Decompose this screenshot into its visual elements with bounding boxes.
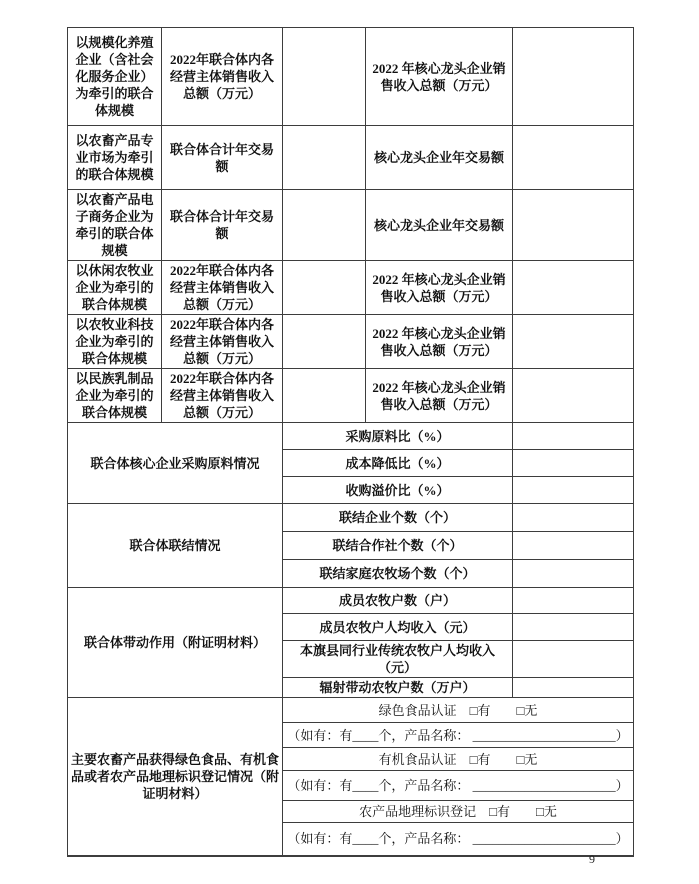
table-row bbox=[68, 126, 634, 190]
metric-label: 核心龙头企业年交易额 bbox=[366, 126, 513, 190]
table-row bbox=[68, 190, 634, 261]
value-cell[interactable] bbox=[283, 315, 366, 369]
metric-label: 2022 年核心龙头企业销售收入总额（万元） bbox=[366, 369, 513, 423]
page-number: 9 bbox=[589, 852, 595, 866]
metric-label: 收购溢价比（%） bbox=[283, 477, 513, 504]
value-cell[interactable] bbox=[513, 504, 634, 532]
green-food-cert-detail-blank[interactable]: （如有：有____个，产品名称： ______________________） bbox=[283, 723, 634, 748]
metric-label: 成员农牧户数（户） bbox=[283, 588, 513, 614]
metric-label: 2022 年核心龙头企业销售收入总额（万元） bbox=[366, 315, 513, 369]
value-cell[interactable] bbox=[283, 261, 366, 315]
category-label: 以民族乳制品企业为牵引的联合体规模 bbox=[68, 369, 162, 423]
metric-label: 本旗县同行业传统农牧户人均收入（元） bbox=[283, 641, 513, 678]
value-cell[interactable] bbox=[513, 614, 634, 641]
value-cell[interactable] bbox=[283, 190, 366, 261]
value-cell[interactable] bbox=[513, 315, 634, 369]
value-cell[interactable] bbox=[513, 532, 634, 560]
category-label: 以农牧业科技企业为牵引的联合体规模 bbox=[68, 315, 162, 369]
value-cell[interactable] bbox=[513, 261, 634, 315]
table-row bbox=[68, 698, 634, 723]
table-row bbox=[68, 504, 634, 532]
value-cell[interactable] bbox=[513, 641, 634, 678]
table-row bbox=[68, 28, 634, 126]
value-cell[interactable] bbox=[513, 369, 634, 423]
consortium-form-table bbox=[67, 27, 634, 857]
value-cell[interactable] bbox=[513, 28, 634, 126]
green-food-cert-checkbox-row[interactable]: 绿色食品认证 □有 □无 bbox=[283, 698, 634, 723]
metric-label: 2022年联合体内各经营主体销售收入总额（万元） bbox=[162, 315, 283, 369]
metric-label: 2022 年核心龙头企业销售收入总额（万元） bbox=[366, 261, 513, 315]
value-cell[interactable] bbox=[513, 560, 634, 588]
value-cell[interactable] bbox=[513, 477, 634, 504]
value-cell[interactable] bbox=[283, 126, 366, 190]
table-row bbox=[68, 588, 634, 614]
organic-food-cert-checkbox-row[interactable]: 有机食品认证 □有 □无 bbox=[283, 748, 634, 771]
metric-label: 采购原料比（%） bbox=[283, 423, 513, 450]
organic-food-cert-detail-blank[interactable]: （如有：有____个，产品名称： ______________________） bbox=[283, 771, 634, 801]
metric-label: 核心龙头企业年交易额 bbox=[366, 190, 513, 261]
table-row bbox=[68, 369, 634, 423]
metric-label: 成本降低比（%） bbox=[283, 450, 513, 477]
metric-label: 联结企业个数（个） bbox=[283, 504, 513, 532]
value-cell[interactable] bbox=[513, 678, 634, 698]
value-cell[interactable] bbox=[283, 369, 366, 423]
metric-label: 2022年联合体内各经营主体销售收入总额（万元） bbox=[162, 369, 283, 423]
table-row bbox=[68, 423, 634, 450]
metric-label: 辐射带动农牧户数（万户） bbox=[283, 678, 513, 698]
category-label: 以规模化养殖企业（含社会化服务企业）为牵引的联合体规模 bbox=[68, 28, 162, 126]
metric-label: 2022 年核心龙头企业销售收入总额（万元） bbox=[366, 28, 513, 126]
value-cell[interactable] bbox=[513, 450, 634, 477]
metric-label: 联合体合计年交易额 bbox=[162, 126, 283, 190]
table-row bbox=[68, 315, 634, 369]
metric-label: 联结合作社个数（个） bbox=[283, 532, 513, 560]
value-cell[interactable] bbox=[513, 126, 634, 190]
metric-label: 成员农牧户人均收入（元） bbox=[283, 614, 513, 641]
value-cell[interactable] bbox=[513, 588, 634, 614]
metric-label: 2022年联合体内各经营主体销售收入总额（万元） bbox=[162, 28, 283, 126]
category-label: 以农畜产品电子商务企业为牵引的联合体规模 bbox=[68, 190, 162, 261]
section-label-linkage: 联合体联结情况 bbox=[68, 504, 283, 588]
metric-label: 联合体合计年交易额 bbox=[162, 190, 283, 261]
category-label: 以农畜产品专业市场为牵引的联合体规模 bbox=[68, 126, 162, 190]
value-cell[interactable] bbox=[513, 190, 634, 261]
value-cell[interactable] bbox=[283, 28, 366, 126]
geo-indication-checkbox-row[interactable]: 农产品地理标识登记 □有 □无 bbox=[283, 801, 634, 823]
section-label-driving-effect: 联合体带动作用（附证明材料） bbox=[68, 588, 283, 698]
section-label-certification: 主要农畜产品获得绿色食品、有机食品或者农产品地理标识登记情况（附证明材料） bbox=[68, 698, 283, 856]
metric-label: 2022年联合体内各经营主体销售收入总额（万元） bbox=[162, 261, 283, 315]
table-row bbox=[68, 261, 634, 315]
value-cell[interactable] bbox=[513, 423, 634, 450]
geo-indication-detail-blank[interactable]: （如有：有____个，产品名称： ______________________） bbox=[283, 823, 634, 856]
section-label-procurement: 联合体核心企业采购原料情况 bbox=[68, 423, 283, 504]
metric-label: 联结家庭农牧场个数（个） bbox=[283, 560, 513, 588]
category-label: 以休闲农牧业企业为牵引的联合体规模 bbox=[68, 261, 162, 315]
